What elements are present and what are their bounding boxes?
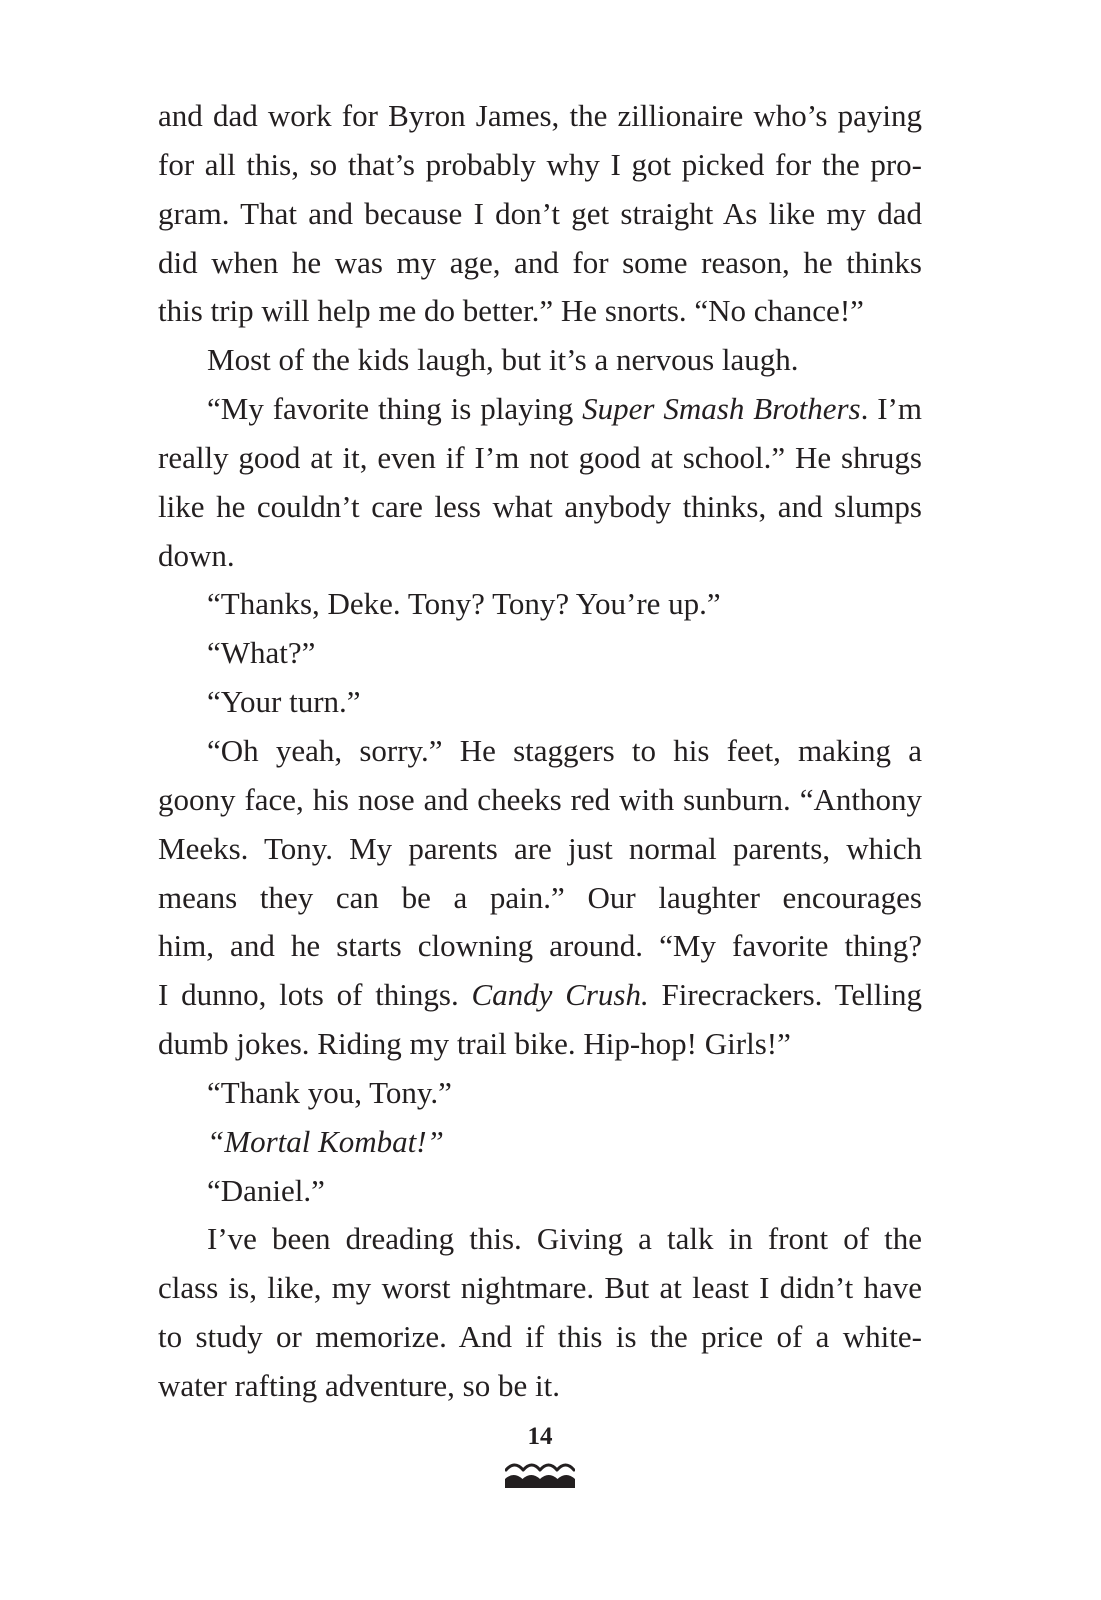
paragraph [158, 1167, 922, 1216]
text-line: “What?” [207, 635, 316, 671]
paragraph [158, 727, 922, 1069]
text-line: “Your turn.” [207, 684, 361, 720]
italic-game-title: Super Smash Brothers [582, 391, 861, 427]
text-line: did when he was my age, and for some reason, he thinks [158, 244, 922, 280]
paragraph [158, 678, 922, 727]
paragraph [158, 629, 922, 678]
text-line: down. [158, 537, 235, 573]
text-line: to study or memorize. And if this is the price of a white- [158, 1319, 922, 1355]
text-line: “Thank you, Tony.” [207, 1074, 452, 1110]
body-text [158, 92, 922, 1411]
text-line: him, and he starts clowning around. “My favorite thing? [158, 928, 922, 964]
text-segment: Firecrackers. Telling [648, 977, 922, 1013]
text-segment: I dunno, lots of things. [158, 977, 472, 1013]
text-line: I’ve been dreading this. Giving a talk in front of the [207, 1221, 922, 1257]
text-segment: “My favorite thing is playing [207, 391, 583, 427]
page-number: 14 [527, 1423, 553, 1450]
text-line: “Thanks, Deke. Tony? Tony? You’re up.” [207, 586, 721, 622]
text-line: like he couldn’t care less what anybody thinks, and slumps [158, 488, 922, 524]
text-line: means they can be a pain.” Our laughter encourages [158, 879, 922, 915]
wave-icon [505, 1459, 575, 1488]
text-line: “Oh yeah, sorry.” He staggers to his feet, making a [207, 732, 922, 768]
text-line: gram. That and because I don’t get straight As like my dad [158, 195, 922, 231]
italic-text-line: “Mortal Kombat!” [207, 1123, 444, 1159]
paragraph [158, 336, 922, 385]
paragraph [158, 385, 922, 580]
text-line: really good at it, even if I’m not good at school.” He shrugs [158, 439, 922, 475]
text-line: class is, like, my worst nightmare. But at least I didn’t have [158, 1270, 922, 1306]
italic-game-title: Candy Crush. [471, 977, 649, 1013]
text-line: “Daniel.” [207, 1172, 325, 1208]
paragraph [158, 580, 922, 629]
paragraph [158, 1069, 922, 1118]
text-line: this trip will help me do better.” He snorts. “No chance!” [158, 293, 864, 329]
text-line: Most of the kids laugh, but it’s a nervous laugh. [207, 342, 799, 378]
paragraph [158, 1215, 922, 1410]
text-line: and dad work for Byron James, the zillionaire who’s paying [158, 98, 922, 133]
text-segment: . I’m [860, 391, 922, 427]
text-line: Meeks. Tony. My parents are just normal parents, which [158, 830, 922, 866]
text-line: water rafting adventure, so be it. [158, 1367, 560, 1403]
text-line: for all this, so that’s probably why I got picked for the pro- [158, 146, 922, 182]
text-line: dumb jokes. Riding my trail bike. Hip-hop! Girls!” [158, 1026, 791, 1062]
paragraph [158, 92, 922, 336]
paragraph [158, 1118, 922, 1167]
text-line [158, 971, 922, 1020]
text-line: goony face, his nose and cheeks red with sunburn. “Anthony [158, 781, 922, 817]
text-line [158, 385, 922, 434]
